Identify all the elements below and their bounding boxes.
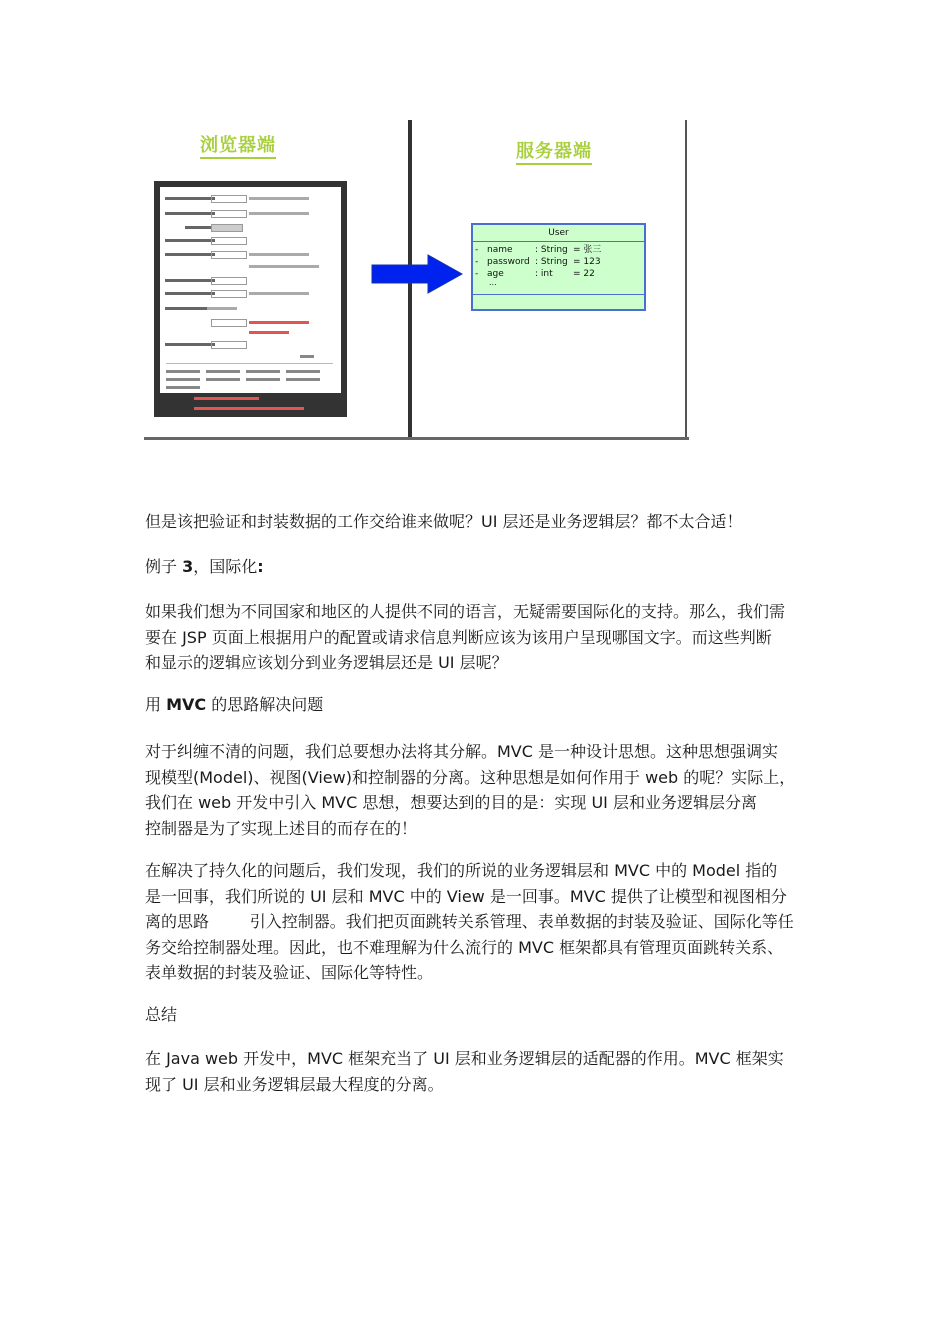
paragraph-mvc-model-view: 在解决了持久化的问题后，我们发现，我们的所说的业务逻辑层和 MVC 中的 Model 指的 是一回事，我们所说的 UI 层和 MVC 中的 View 是一回事。MVC 提供了让模型和视图相分 离的思路 引入控制器。我们把页面跳转关系管理、表单数据的封装及验证、国际化等任 务交给控制器处理。因此，也不难理解为什么流行的 MVC 框架都具有管理页面跳转关系、 表单数据的封装及验证、国际化等特性。	[145, 861, 794, 982]
right-border-line	[685, 120, 687, 440]
uml-attribute: - name : String = 张三	[475, 245, 602, 255]
paragraph-i18n: 如果我们想为不同国家和地区的人提供不同的语言，无疑需要国际化的支持。那么，我们需 要在 JSP 页面上根据用户的配置或请求信息判断应该为该用户呈现哪国文字。而这些判断 和显示的逻辑应该划分到业务逻辑层还是 UI 层呢？	[145, 602, 786, 672]
paragraph-1: 但是该把验证和封装数据的工作交给谁来做呢？UI 层还是业务逻辑层？都不太合适！	[145, 512, 743, 531]
paragraph-mvc-idea: 对于纠缠不清的问题，我们总要想办法将其分解。MVC 是一种设计思想。这种思想强调实 现模型(Model)、视图(View)和控制器的分离。这种思想是如何作用于 web 的呢？实际上， 我们在 web 开发中引入 MVC 思想，想要达到的目的是：实现 UI 层和业务逻辑层分离 控制器是为了实现上述目的而存在的！	[145, 742, 796, 838]
base-line	[144, 437, 689, 440]
uml-attribute: - age : int = 22	[475, 269, 595, 279]
summary-heading: 总结	[145, 1005, 178, 1024]
right-arrow-icon	[370, 253, 465, 295]
uml-class-box	[471, 223, 646, 311]
uml-more: ...	[489, 278, 497, 287]
browser-label: 浏览器端	[200, 135, 276, 159]
paragraph-summary: 在 Java web 开发中，MVC 框架充当了 UI 层和业务逻辑层的适配器的作用。MVC 框架实 现了 UI 层和业务逻辑层最大程度的分离。	[145, 1049, 784, 1094]
form-screenshot-thumbnail	[154, 181, 347, 417]
uml-attributes	[473, 242, 644, 295]
mvc-figure	[140, 115, 695, 445]
uml-attribute: - password : String = 123	[475, 257, 601, 267]
uml-class-name: User	[473, 225, 644, 242]
form-thumbnail-content	[160, 187, 341, 393]
mvc-heading: 用 MVC 的思路解决问题	[145, 695, 324, 714]
example-heading: 例子 3，国际化:	[145, 557, 264, 576]
server-label: 服务器端	[516, 141, 592, 165]
